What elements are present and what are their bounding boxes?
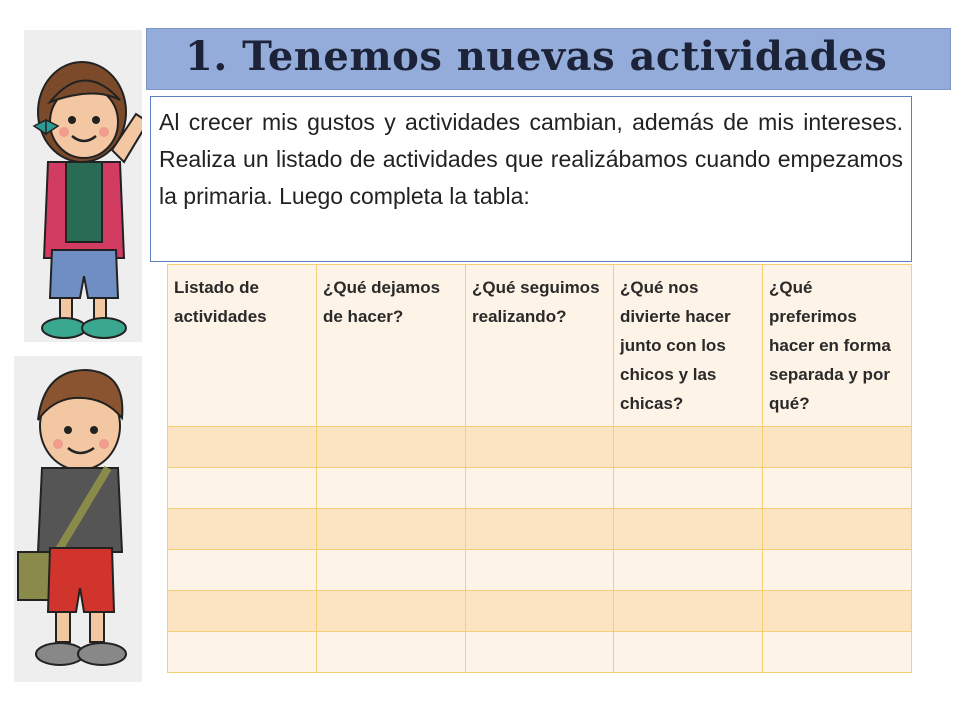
table-cell[interactable] <box>763 509 912 550</box>
header-seguimos: ¿Qué seguimos realizando? <box>466 265 614 427</box>
table-row <box>168 427 912 468</box>
table-header-row <box>168 265 912 427</box>
page-title: 1. Tenemos nuevas actividades <box>185 33 888 80</box>
table-cell[interactable] <box>168 427 317 468</box>
table-row <box>168 509 912 550</box>
table-cell[interactable] <box>614 427 763 468</box>
table-cell[interactable] <box>168 509 317 550</box>
table-cell[interactable] <box>763 550 912 591</box>
table-cell[interactable] <box>763 591 912 632</box>
table-row <box>168 468 912 509</box>
instructions-box <box>150 96 912 262</box>
header-divierte: ¿Qué nos divierte hacer junto con los chicos y las chicas? <box>614 265 763 427</box>
table-cell[interactable] <box>317 591 466 632</box>
table-row <box>168 591 912 632</box>
table-cell[interactable] <box>614 591 763 632</box>
table-row <box>168 632 912 673</box>
title-banner <box>146 28 951 90</box>
table-cell[interactable] <box>317 509 466 550</box>
table-cell[interactable] <box>614 509 763 550</box>
table-cell[interactable] <box>466 591 614 632</box>
girl-illustration <box>24 30 142 342</box>
table-cell[interactable] <box>466 509 614 550</box>
instructions-text: Al crecer mis gustos y actividades cambian, además de mis intereses. Realiza un listado de actividades que realizábamos cuando empezamos la primaria. Luego completa la tabla: <box>159 109 903 209</box>
table-cell[interactable] <box>168 591 317 632</box>
activities-table <box>167 264 912 673</box>
header-listado: Listado de actividades <box>168 265 317 427</box>
table-cell[interactable] <box>317 632 466 673</box>
table-cell[interactable] <box>466 550 614 591</box>
table-cell[interactable] <box>763 632 912 673</box>
table-cell[interactable] <box>317 427 466 468</box>
table-cell[interactable] <box>168 468 317 509</box>
header-preferimos: ¿Qué preferimos hacer en forma separada y por qué? <box>763 265 912 427</box>
table-cell[interactable] <box>763 427 912 468</box>
table-cell[interactable] <box>614 550 763 591</box>
boy-illustration <box>14 356 142 682</box>
table-cell[interactable] <box>466 468 614 509</box>
table-cell[interactable] <box>614 632 763 673</box>
table-cell[interactable] <box>466 632 614 673</box>
table-cell[interactable] <box>763 468 912 509</box>
table-cell[interactable] <box>614 468 763 509</box>
table-cell[interactable] <box>317 550 466 591</box>
table-cell[interactable] <box>168 550 317 591</box>
table-cell[interactable] <box>466 427 614 468</box>
table-row <box>168 550 912 591</box>
table-cell[interactable] <box>168 632 317 673</box>
header-dejamos: ¿Qué dejamos de hacer? <box>317 265 466 427</box>
table-cell[interactable] <box>317 468 466 509</box>
